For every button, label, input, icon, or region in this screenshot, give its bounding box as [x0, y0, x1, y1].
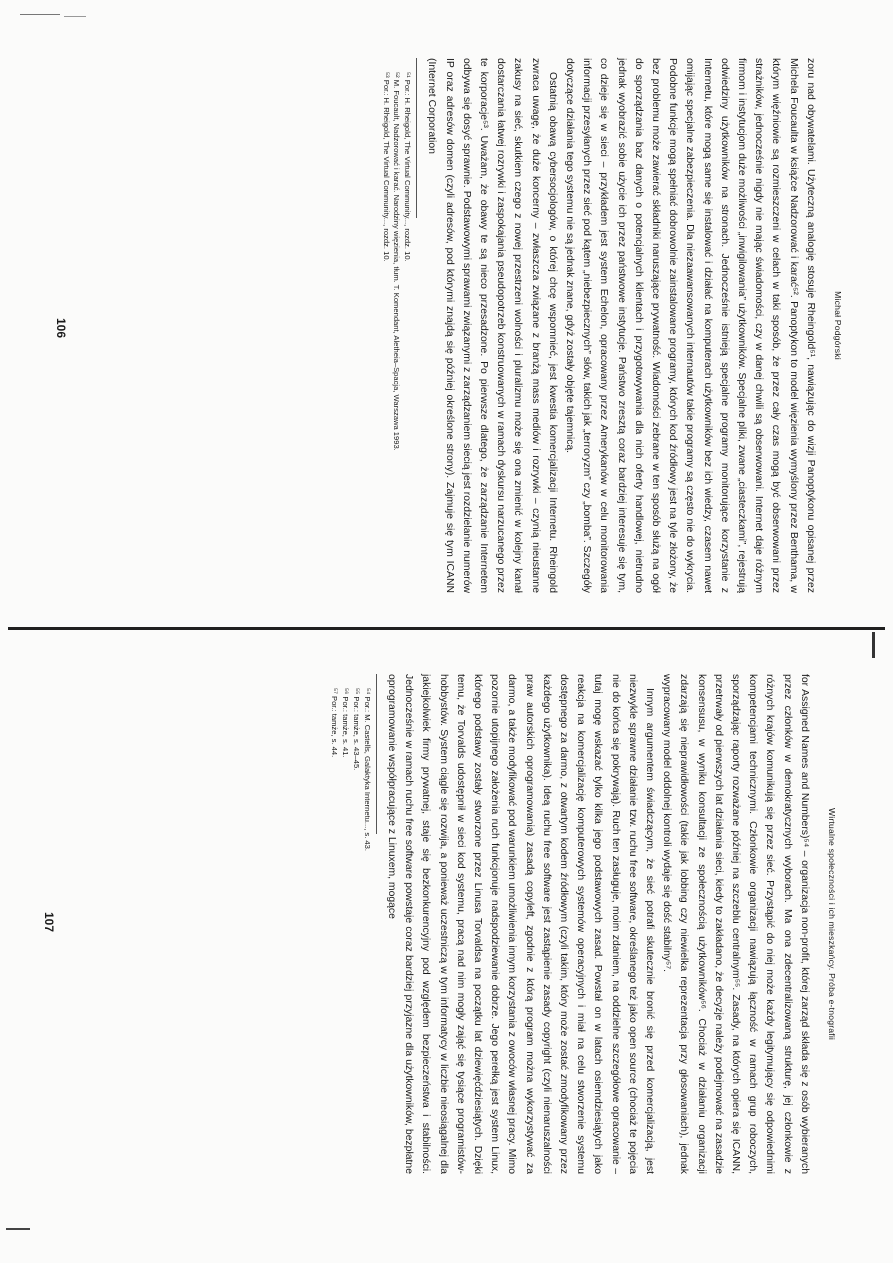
paragraph: Innym argumentem świadczącym, że sieć potrafi skutecznie bronić się przed komercjalizacją, jest niezwykle sprawne działanie tzw. ruchu free software, określanego też jako open source (chociaż te pojęcia nie do końca się pokrywają). Ruch ten zasługuje, moim zdaniem, na oddzielne szczegółowe opracowanie – tutaj mogę wskazać tylko kilka jego podstawowych zasad. Powstał on w latach osiemdziesiątych jako reakcja na komercjalizację komputerowych systemów operacyjnych i miał na celu stworzenie systemu dostępnego za darmo, z otwartym kodem źródłowym (czyli takim, który może zostać zmodyfikowany przez każdego użytkownika). Ideą ruchu free software jest zastąpienie zasady copyright (czyli nienaruszalności praw autorskich oprogramowania) zasadą copyleft, zgodnie z którą program można wykorzystywać za darmo, a także modyfikować pod warunkiem umożliwienia innym korzystania z owoców własnej pracy. Mimo pozornie utopijnego założenia ruch funkcjonuje nadspodziewanie dobrze. Jego perełką jest system Linux, którego podstawy zostały stworzone przez Linusa Torvaldsa na początku lat dziewięćdziesiątych. Dzięki temu, że Torvalds udostępnił w sieci kod systemu, pracą nad nim mogły zająć się tysiące programistów-hobbystów. System ciągle się rozwija, a ponieważ uczestniczą w tym informatycy w liczbie nieosiągalnej dla jakiejkolwiek firmy prywatnej, staje się bezkonkurencyjny pod względem bezpieczeństwa i stabilności. Jednocześnie w ramach ruchu free software powstaje coraz bardziej przyjazne dla użytkowników, bezpłatne oprogramowanie współpracujące z Linuxem, mogące: [385, 674, 655, 1174]
running-header: Wirtualne społeczności i ich mieszkańcy. Próba e-tnografii: [827, 807, 837, 1041]
footnote: ⁵⁴ Por.: M. Castells, Galaktyka Internetu..., s. 43.: [362, 688, 372, 851]
footnote: ⁵⁷ Por.: tamże, s. 44.: [330, 688, 340, 758]
scan-edge: [872, 632, 875, 658]
footnote: ⁵¹ Por.: H. Rheigold, The Virtual Community..., rozdz. 10.: [403, 72, 413, 262]
page-number: 106: [54, 318, 68, 339]
footnote: ⁵⁶ Por.: tamże, s. 41.: [341, 688, 351, 758]
page-106: [380, 58, 846, 593]
page-number: 107: [42, 912, 56, 933]
footnote: ⁵³ Por.: H. Rheigold, The Virtual Community..., rozdz. 10.: [381, 72, 391, 262]
page-107: [329, 674, 840, 1174]
running-header: Michał Podgórski: [833, 291, 843, 360]
scan-mark: [64, 16, 86, 17]
scan-mark: [6, 1228, 30, 1230]
paragraph: for Assigned Names and Numbers)⁵⁴ – organizacja non-profit, której zarząd składa się z osób wybieranych przez członków w demokratycznych wyborach. Ma ona zdecentralizowaną strukturę, jej członkowie z różnych krajów komunikują się przez sieć. Przystąpić do niej może każdy legitymujący się odpowiednimi kompetencjami technicznymi. Członkowie organizacji nawiązują łączność w ramach grup roboczych, sporządzając raporty rozważane później na szczeblu centralnym⁵⁵. Zasady, na których opiera się ICANN, przetrwały od pierwszych lat działania sieci, kiedy to zakładano, że decyzje należy podejmować na zasadzie konsensusu, w wyniku konsultacji ze społecznością użytkowników⁵⁶. Chociaż w działaniu organizacji zdarzają się nieprawidłowości (takie jak lobbing czy niewielka reprezentacja przy głosowaniach), jednak wypracowany model oddolnej kontroli wydaje się dość stabilny⁵⁷.: [661, 674, 810, 1174]
footnote: ⁵⁵ Por.: tamże, s. 43–45.: [351, 688, 361, 771]
footnote-rule: [376, 674, 377, 834]
paragraph: zoru nad obywatelami. Użyteczną analogię stosuje Rheingold⁵¹, nawiązując do wizji Panoptykonu opisanej przez Michela Foucaulta w książce Nadzorować i karać⁵². Panoptykon to model więzienia wymyślony przez Benthama, w którym więźniowie są rozmieszczeni w celach w taki sposób, że przez cały czas mogą być obserwowani przez strażników, jednocześnie nigdy nie mając świadomości, czy w danej chwili są obserwowani. Internet daje różnym firmom i instytucjom duże możliwości „inwigilowania” użytkowników. Specjalne pliki, zwane „ciasteczkami”, rejestrują odwiedziny użytkowników na stronach. Jednocześnie istnieją specjalne programy monitorujące korzystanie z Internetu, które mogą same się instalować i działać na komputerach użytkowników bez ich wiedzy, czasem nawet omijając specjalne zabezpieczenia. Dla niezaawansowanych internautów takie programy są często nie do wykrycia. Podobne funkcje mogą spełniać dobrowolnie zainstalowane programy, których kod źródłowy jest na tyle złożony, że bez problemu może zawierać składniki naruszające prywatność. Wiadomości zebrane w ten sposób służą na ogół do sporządzania baz danych o potencjalnych klientach i przygotowywania dla nich oferty handlowej, nietrudno jednak wyobrazić sobie użycie ich przez państwowe instytucje. Państwo zresztą coraz bardziej interesuje się tym, co dzieje się w sieci – przykładem jest system Echelon, opracowany przez Amerykanów w celu monitorowania informacji przesyłanych przez sieć pod kątem „niebezpiecznych” słów, takich jak „terroryzm” czy „bomba”. Szczegóły dotyczące działania tego systemu nie są jednak znane, gdyż zostały objęte tajemnicą.: [563, 58, 816, 593]
footnote-rule: [416, 58, 417, 218]
paragraph: Ostatnią obawą cybersocjologów, o której chcę wspomnieć, jest kwestia komercjalizacji Internetu. Rheingold zwraca uwagę, że duże koncerny – zwłaszcza związane z branżą mass mediów i rozrywki – czynią nieustanne zakusy na sieć, skutkiem czego z nowej przestrzeni wolności i pluralizmu może się ona zmienić w kolejny kanał dostarczania łatwej rozrywki i zaspokajania pseudopotrzeb konstruowanych w ramach dyskursu narzucanego przez te korporacje⁵³. Uważam, że obawy te są nieco przesadzone. Po pierwsze dlatego, że zarządzanie Internetem odbywa się dosyć sprawnie. Podstawowymi sprawami związanymi z zarządzaniem siecią jest rozdzielanie numerów IP oraz adresów domen (czyli adresów, pod którymi znajdą się później określone strony). Zajmuje się tym ICANN (Internet Corporation: [426, 58, 558, 593]
footnote: ⁵² M. Foucault, Nadzorować i karać. Narodziny więzienia, tłum. T. Komendant, Aletheia–Spacja, Warszawa 1993.: [392, 72, 402, 451]
page-divider: [8, 627, 885, 630]
scan-mark: [20, 14, 60, 15]
